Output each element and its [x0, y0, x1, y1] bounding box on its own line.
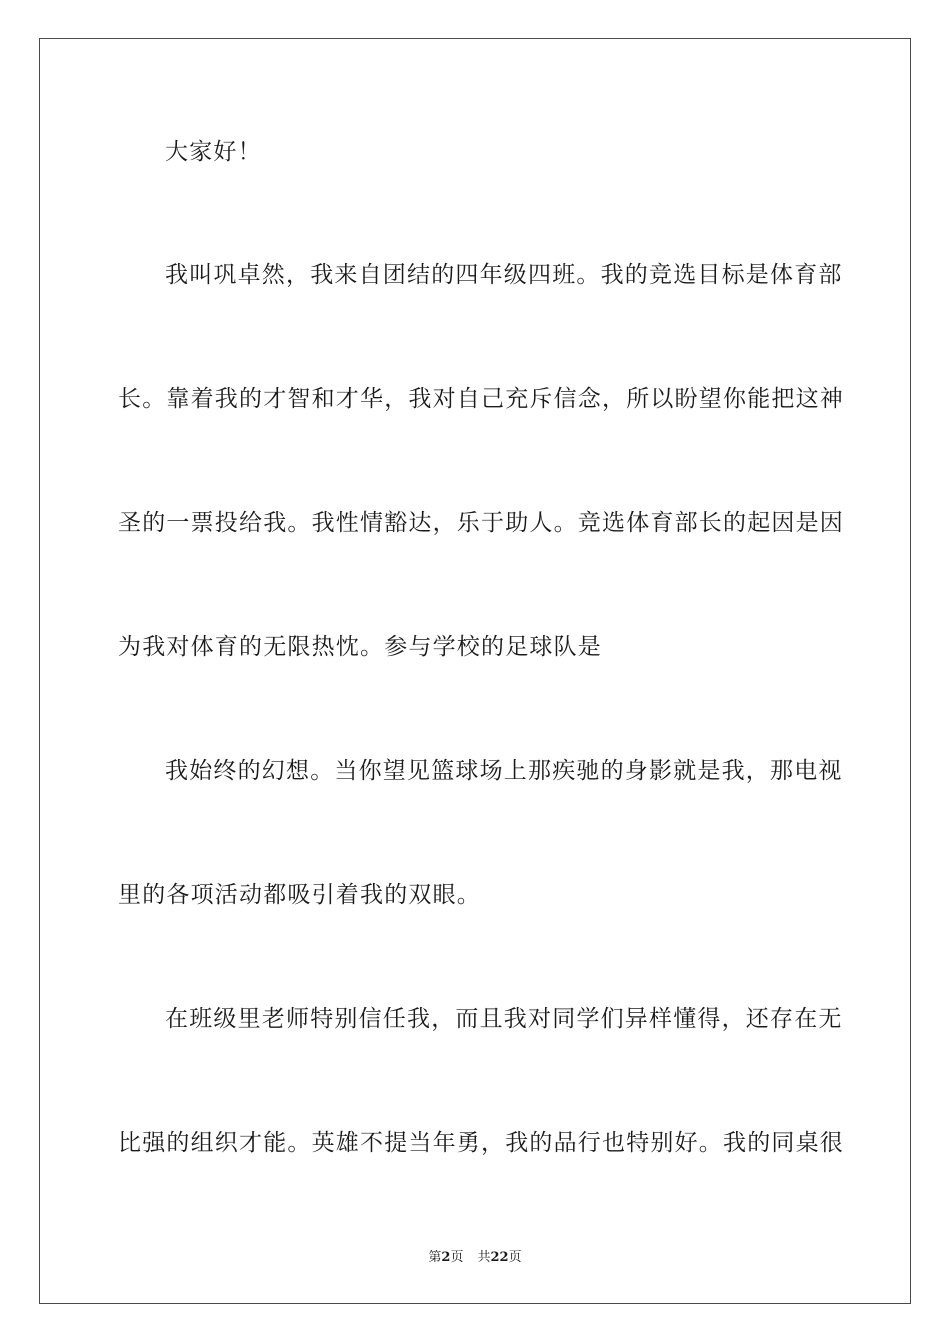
page-border: [39, 38, 911, 1304]
text-line-8: 在班级里老师特别信任我，而且我对同学们异样懂得，还存在无: [165, 1006, 843, 1032]
text-line-4: 圣的一票投给我。我性情豁达，乐于助人。竞选体育部长的起因是因: [118, 510, 844, 536]
page-footer: [0, 1246, 950, 1265]
page-suffix: 页: [450, 1250, 464, 1265]
page-number: 2: [441, 1250, 451, 1265]
text-line-1: 大家好！: [165, 139, 262, 165]
page-prefix: 第: [428, 1250, 442, 1265]
total-prefix: 共: [477, 1250, 491, 1265]
total-pages: 22: [490, 1250, 509, 1265]
text-line-7: 里的各项活动都吸引着我的双眼。: [118, 882, 481, 908]
text-line-2: 我叫巩卓然，我来自团结的四年级四班。我的竞选目标是体育部: [165, 262, 843, 288]
text-line-3: 长。靠着我的才智和才华，我对自己充斥信念，所以盼望你能把这神: [118, 386, 844, 412]
text-line-6: 我始终的幻想。当你望见篮球场上那疾驰的身影就是我，那电视: [165, 758, 843, 784]
text-line-9: 比强的组织才能。英雄不提当年勇，我的品行也特别好。我的同桌很: [118, 1130, 844, 1156]
total-suffix: 页: [508, 1250, 522, 1265]
text-line-5: 为我对体育的无限热忱。参与学校的足球队是: [118, 634, 602, 660]
